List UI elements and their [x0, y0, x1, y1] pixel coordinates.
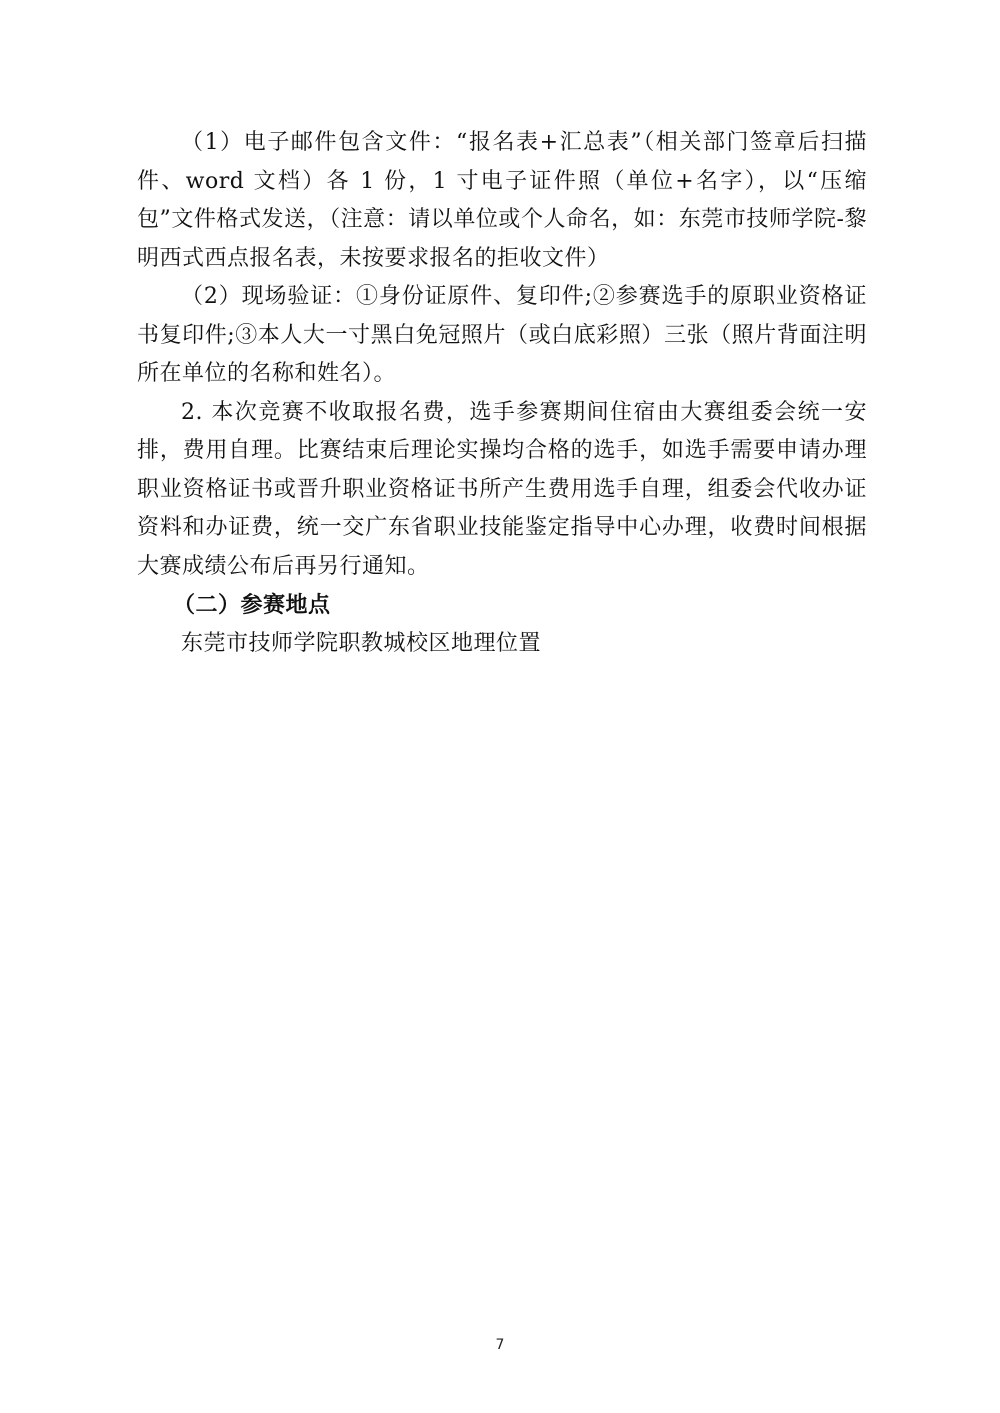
paragraph-onsite-verification: （2）现场验证：①身份证原件、复印件;②参赛选手的原职业资格证书复印件;③本人大一寸黑白免冠照片（或白底彩照）三张（照片背面注明所在单位的名称和姓名）。 — [137, 284, 867, 386]
page-number: 7 — [495, 1337, 505, 1353]
paragraph-fees: 2. 本次竞赛不收取报名费，选手参赛期间住宿由大赛组委会统一安排，费用自理。比赛结束后理论实操均合格的选手，如选手需要申请办理职业资格证书或晋升职业资格证书所产生费用选手自理，组委会代收办证资料和办证费，统一交广东省职业技能鉴定指导中心办理，收费时间根据大赛成绩公布后再另行通知。 — [137, 399, 867, 579]
document-body — [137, 124, 867, 663]
section-heading-venue: （二）参赛地点 — [173, 592, 331, 618]
location-text: 东莞市技师学院职教城校区地理位置 — [181, 630, 542, 656]
paragraph-email-files: （1）电子邮件包含文件：“报名表+汇总表”（相关部门签章后扫描件、word 文档）各 1 份，1 寸电子证件照（单位+名字），以“压缩包”文件格式发送，（注意：请以单位或个人命名，如：东莞市技师学院-黎明西式西点报名表，未按要求报名的拒收文件） — [137, 130, 867, 271]
